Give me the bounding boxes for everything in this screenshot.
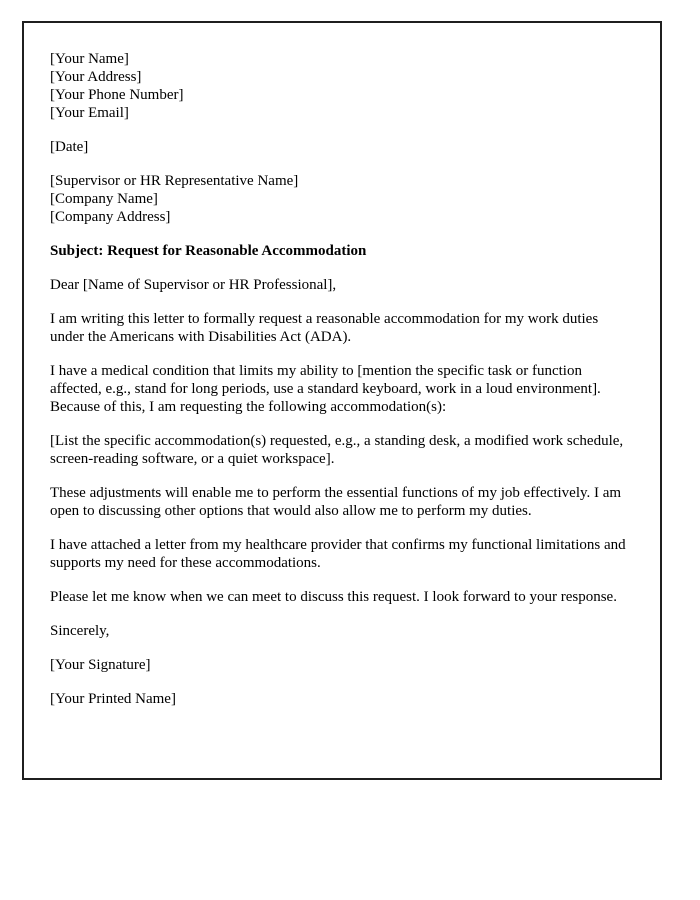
body-paragraph-condition: I have a medical condition that limits my ability to [mention the specific task or function affected, e.g., stand for long periods, use a standard keyboard, work in a loud environment]. Because of this, I am requesting the following accommodation(s): [50,363,601,415]
body-paragraph-healthcare-letter: I have attached a letter from my healthcare provider that confirms my functional limitations and supports my need for these accommodations. [50,537,626,571]
recipient-block [50,172,630,226]
letter-document [22,21,662,780]
recipient-company-placeholder: [Company Name] [50,191,158,207]
salutation-line: Dear [Name of Supervisor or HR Professional], [50,277,337,293]
sender-block [50,50,630,122]
sender-name-placeholder: [Your Name] [50,51,129,67]
body-paragraph-intro: I am writing this letter to formally request a reasonable accommodation for my work duties under the Americans with Disabilities Act (ADA). [50,311,599,345]
date-placeholder: [Date] [50,139,89,155]
body-paragraph-meeting-request: Please let me know when we can meet to discuss this request. I look forward to your response. [50,589,617,605]
sender-address-placeholder: [Your Address] [50,69,142,85]
body-paragraph-accommodation-list: [List the specific accommodation(s) requested, e.g., a standing desk, a modified work schedule, screen-reading software, or a quiet workspace]. [50,433,624,467]
recipient-company-address-placeholder: [Company Address] [50,209,171,225]
recipient-contact-placeholder: [Supervisor or HR Representative Name] [50,173,299,189]
letter-body [50,50,630,708]
sender-email-placeholder: [Your Email] [50,105,129,121]
closing-line: Sincerely, [50,623,110,639]
date-block [50,138,630,156]
signature-placeholder: [Your Signature] [50,657,151,673]
subject-line: Subject: Request for Reasonable Accommodation [50,243,367,259]
printed-name-placeholder: [Your Printed Name] [50,691,176,707]
sender-phone-placeholder: [Your Phone Number] [50,87,184,103]
body-paragraph-adjustments: These adjustments will enable me to perform the essential functions of my job effectively. I am open to discussing other options that would also allow me to perform my duties. [50,485,622,519]
